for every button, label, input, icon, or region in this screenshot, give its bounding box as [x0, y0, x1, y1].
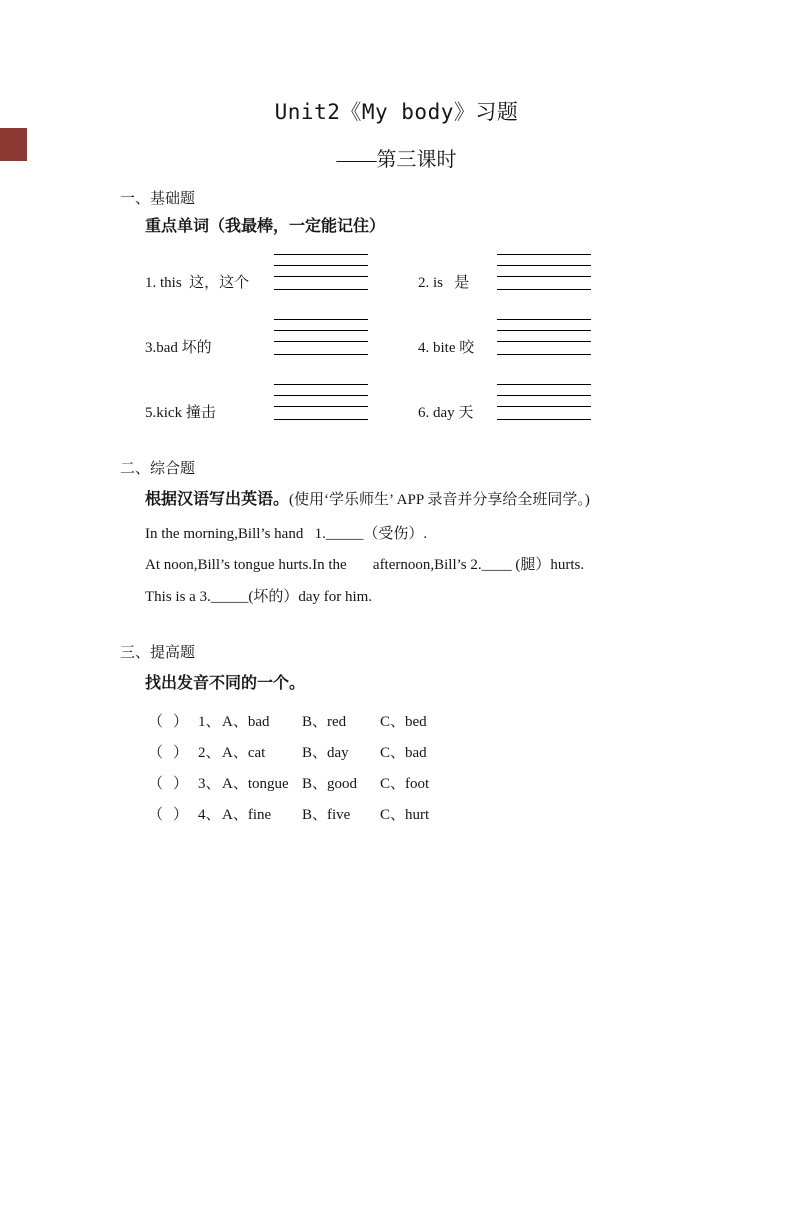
- choice-1-option-b: B、red: [302, 714, 347, 730]
- choice-number-4: 4、: [198, 807, 221, 823]
- paren-close: ）: [172, 807, 188, 823]
- choice-row-2: [148, 743, 793, 763]
- paren-open: （: [148, 776, 164, 792]
- choice-4-option-c: C、hurt: [380, 807, 430, 823]
- choice-number-1: 1、: [198, 714, 221, 730]
- fill-blank-sentence-1: In the morning,Bill’s hand 1._____（受伤）.: [145, 526, 428, 542]
- vocab-item-1-label: 1. this 这，这个: [145, 275, 250, 291]
- choice-1-option-a: A、bad: [222, 714, 270, 730]
- vocab-item-6-label: 6. day 天: [418, 405, 474, 421]
- section-basic-heading: 一、基础题: [120, 191, 196, 207]
- improve-instruction: 找出发音不同的一个。: [145, 675, 306, 692]
- vocab-row-1: [145, 252, 793, 293]
- choice-number-2: 2、: [198, 745, 221, 761]
- choice-3-option-b: B、good: [302, 776, 358, 792]
- writing-lines-2: [497, 254, 591, 290]
- writing-lines-6: [497, 384, 591, 420]
- vocab-item-5-label: 5.kick 撞击: [145, 405, 216, 421]
- comprehensive-instruction: [145, 489, 793, 511]
- paren-open: （: [148, 714, 164, 730]
- writing-lines-4: [497, 319, 591, 355]
- fill-blank-sentence-3: This is a 3._____(坏的）day for him.: [145, 589, 373, 605]
- choice-3-option-a: A、tongue: [222, 776, 289, 792]
- answer-parentheses-1: [148, 712, 188, 732]
- answer-parentheses-3: [148, 774, 188, 794]
- choice-2-option-b: B、day: [302, 745, 349, 761]
- choice-row-1: [148, 712, 793, 732]
- paren-open: （: [148, 807, 164, 823]
- vocab-item-2-label: 2. is 是: [418, 275, 470, 291]
- choice-1-option-c: C、bed: [380, 714, 427, 730]
- choice-2-option-a: A、cat: [222, 745, 266, 761]
- choice-row-3: [148, 774, 793, 794]
- corner-mark: [0, 128, 27, 161]
- paren-open: （: [148, 745, 164, 761]
- paren-close: ）: [172, 745, 188, 761]
- section-improve-heading: 三、提高题: [120, 645, 196, 661]
- answer-parentheses-2: [148, 743, 188, 763]
- choice-row-4: [148, 805, 793, 825]
- instruction-note-part: (使用‘学乐师生’ APP 录音并分享给全班同学。): [289, 492, 590, 508]
- choice-4-option-b: B、five: [302, 807, 351, 823]
- instruction-bold-part: 根据汉语写出英语。: [145, 491, 290, 508]
- page-title: Unit2《My body》习题: [274, 100, 519, 124]
- writing-lines-3: [274, 319, 368, 355]
- vocab-item-3-label: 3.bad 坏的: [145, 340, 212, 356]
- paren-close: ）: [172, 714, 188, 730]
- choice-3-option-c: C、foot: [380, 776, 430, 792]
- vocab-item-4-label: 4. bite 咬: [418, 340, 475, 356]
- page-subtitle: ——第三课时: [336, 149, 457, 171]
- writing-lines-1: [274, 254, 368, 290]
- choice-2-option-c: C、bad: [380, 745, 427, 761]
- choice-number-3: 3、: [198, 776, 221, 792]
- paren-close: ）: [172, 776, 188, 792]
- vocab-row-2: [145, 317, 793, 358]
- fill-blank-sentence-2: At noon,Bill’s tongue hurts.In the afternoon,Bill’s 2.____ (腿）hurts.: [145, 557, 585, 573]
- section-basic-subheading: 重点单词（我最棒，一定能记住）: [145, 218, 386, 235]
- answer-parentheses-4: [148, 805, 188, 825]
- writing-lines-5: [274, 384, 368, 420]
- choice-4-option-a: A、fine: [222, 807, 272, 823]
- vocab-row-3: [145, 382, 793, 423]
- section-comprehensive-heading: 二、综合题: [120, 461, 196, 477]
